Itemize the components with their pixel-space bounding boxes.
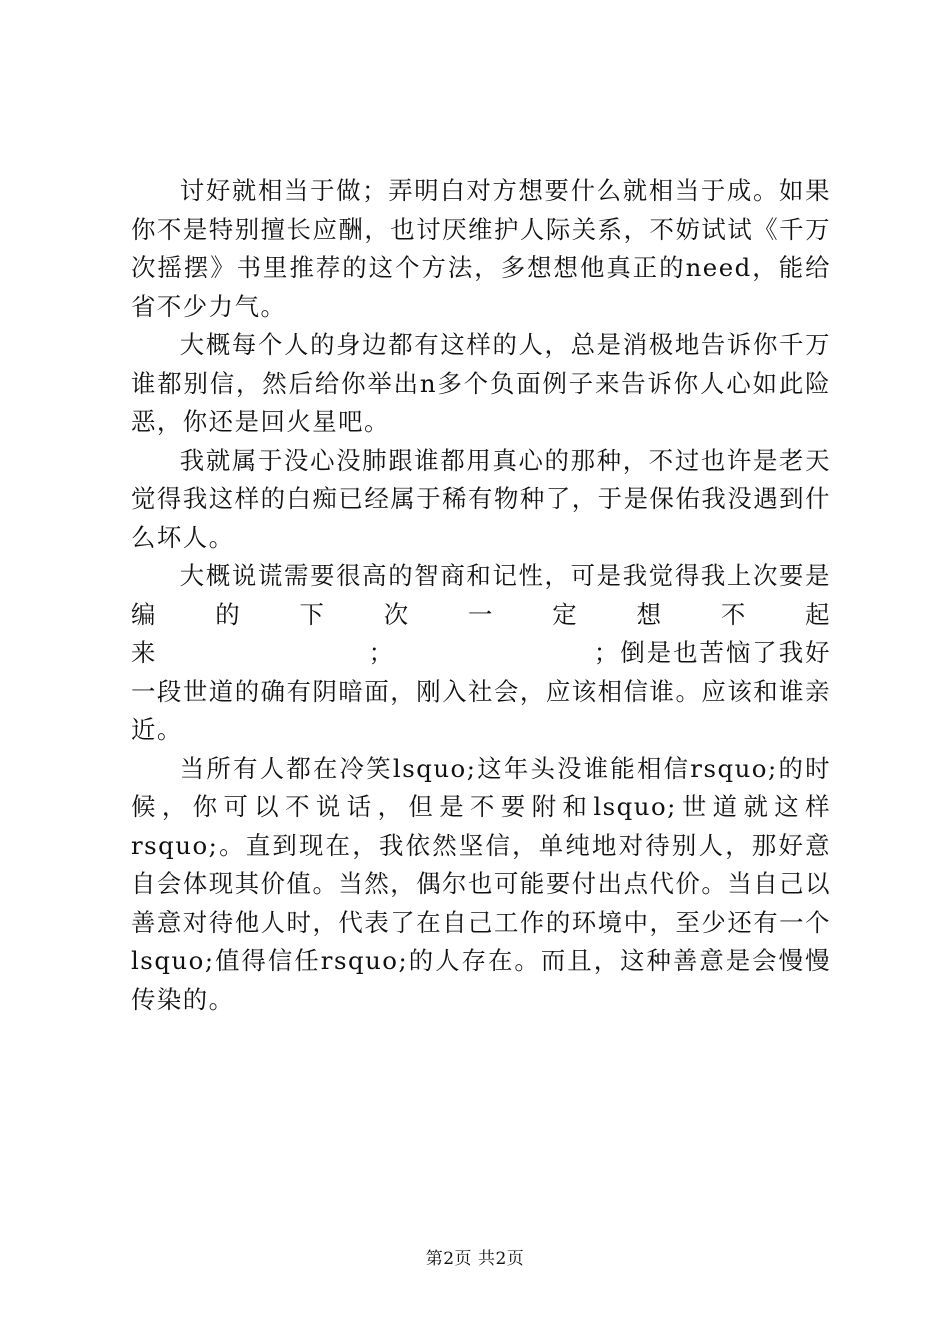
paragraph-4: 大概说谎需要很高的智商和记性，可是我觉得我上次要是编的下次一定想不起来 ； ；倒是也苦恼了我好一段世道的确有阴暗面，刚入社会，应该相信谁。应该和谁亲近。 [131,561,831,744]
paragraph-1: 讨好就相当于做；弄明白对方想要什么就相当于成。如果你不是特别擅长应酬，也讨厌维护人际关系，不妨试试《千万次摇摆》书里推荐的这个方法，多想想他真正的need，能给省不少力气。 [131,176,831,321]
paragraph-5: 当所有人都在冷笑lsquo;这年头没谁能相信rsquo;的时候，你可以不说话，但是不要附和lsquo;世道就这样rsquo;。直到现在，我依然坚信，单纯地对待别人，那好意自会体现其价值。当然，偶尔也可能要付出点代价。当自己以善意对待他人时，代表了在自己工作的环境中，至少还有一个lsquo;值得信任rsquo;的人存在。而且，这种善意是会慢慢传染的。 [131,753,831,1014]
paragraph-2: 大概每个人的身边都有这样的人，总是消极地告诉你千万谁都别信，然后给你举出n多个负面例子来告诉你人心如此险恶，你还是回火星吧。 [131,330,831,436]
document-body [131,172,831,1019]
page-number-footer: 第2页 共2页 [425,1249,525,1269]
paragraph-3: 我就属于没心没肺跟谁都用真心的那种，不过也许是老天觉得我这样的白痴已经属于稀有物种了，于是保佑我没遇到什么坏人。 [131,445,831,552]
